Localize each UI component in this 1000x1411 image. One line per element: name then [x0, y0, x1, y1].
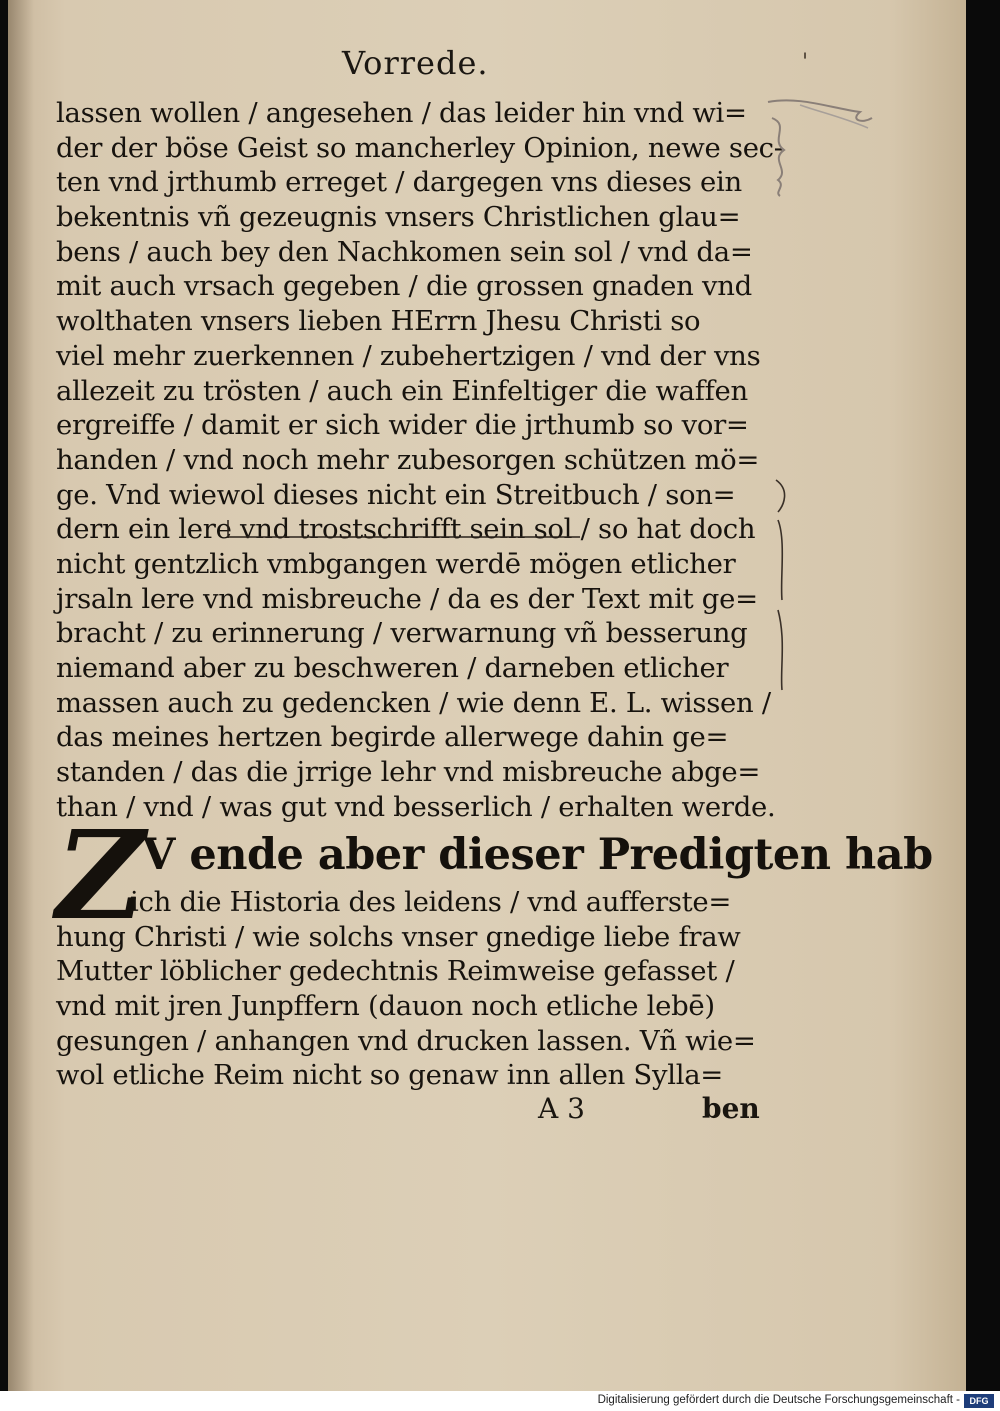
decorated-initial: Z — [56, 803, 146, 947]
text-line: viel mehr zuerkennen / zubehertzigen / vnd der vns — [56, 339, 761, 372]
text-line: der der böse Geist so mancherley Opinion, newe sec- — [56, 131, 783, 164]
text-line: vnd mit jren Junpffern (dauon noch etliche lebē) — [56, 990, 715, 1023]
corner-mark: ' — [802, 50, 809, 75]
text-line: than / vnd / was gut vnd besserlich / erhalten werde. — [56, 790, 776, 823]
text-line: mit auch vrsach gegeben / die grossen gnaden vnd — [56, 270, 752, 303]
section-heading: V ende aber dieser Predigten hab — [142, 830, 933, 880]
text-line: handen / vnd noch mehr zubesorgen schützen mö= — [56, 443, 760, 476]
text-line: hung Christi / wie solchs vnser gnedige liebe fraw — [56, 920, 741, 953]
running-head: Vorrede. — [342, 44, 489, 82]
text-line: nicht gentzlich vmbgangen werdē mögen etlicher — [56, 547, 736, 580]
margin-scribble-top — [768, 100, 872, 196]
margin-bracket — [776, 480, 785, 690]
text-line: Mutter löblicher gedechtnis Reimweise gefasset / — [56, 955, 735, 988]
text-line: jrsaln lere vnd misbreuche / da es der Text mit ge= — [56, 582, 758, 615]
text-line: ge. Vnd wiewol dieses nicht ein Streitbuch / son= — [56, 478, 736, 511]
text-line: ten vnd jrthumb erreget / dargegen vns dieses ein — [56, 166, 742, 199]
text-line: lassen wollen / angesehen / das leider hin vnd wi= — [56, 97, 747, 129]
text-line: bracht / zu erinnerung / verwarnung vñ besserung — [56, 617, 748, 650]
funding-credit: Digitalisierung gefördert durch die Deutsche Forschungsgemeinschaft - — [597, 1394, 960, 1406]
text-line: das meines hertzen begirde allerwege dahin ge= — [56, 721, 729, 754]
text-line: bekentnis vñ gezeugnis vnsers Christlichen glau= — [56, 201, 741, 234]
text-line: niemand aber zu beschweren / darneben etlicher — [56, 652, 729, 684]
text-line: dern ein lere vnd trostschrifft sein sol / so hat doch — [56, 513, 756, 546]
text-line: allezeit zu trösten / auch ein Einfeltiger die waffen — [56, 374, 748, 407]
text-line: bens / auch bey den Nachkomen sein sol / vnd da= — [56, 235, 753, 268]
text-line: gesungen / anhangen vnd drucken lassen. Vñ wie= — [56, 1024, 756, 1057]
text-line: massen auch zu gedencken / wie denn E. L. wissen / — [56, 686, 771, 719]
margin-scribble-top-2 — [800, 105, 868, 128]
text-line: standen / das die jrrige lehr vnd misbreuche abge= — [56, 756, 761, 789]
text-line: ergreiffe / damit er sich wider die jrthumb so vor= — [56, 409, 749, 442]
text-line: wolthaten vnsers lieben HErrn Jhesu Christi so — [56, 305, 701, 338]
catchword: ben — [702, 1092, 760, 1125]
signature-mark: A 3 — [538, 1092, 585, 1125]
dfg-logo: DFG — [964, 1394, 994, 1408]
text-line: ich die Historia des leidens / vnd aufferste= — [130, 886, 732, 918]
footer-bar — [0, 1391, 1000, 1411]
text-line: wol etliche Reim nicht so genaw inn allen Sylla= — [56, 1059, 724, 1092]
